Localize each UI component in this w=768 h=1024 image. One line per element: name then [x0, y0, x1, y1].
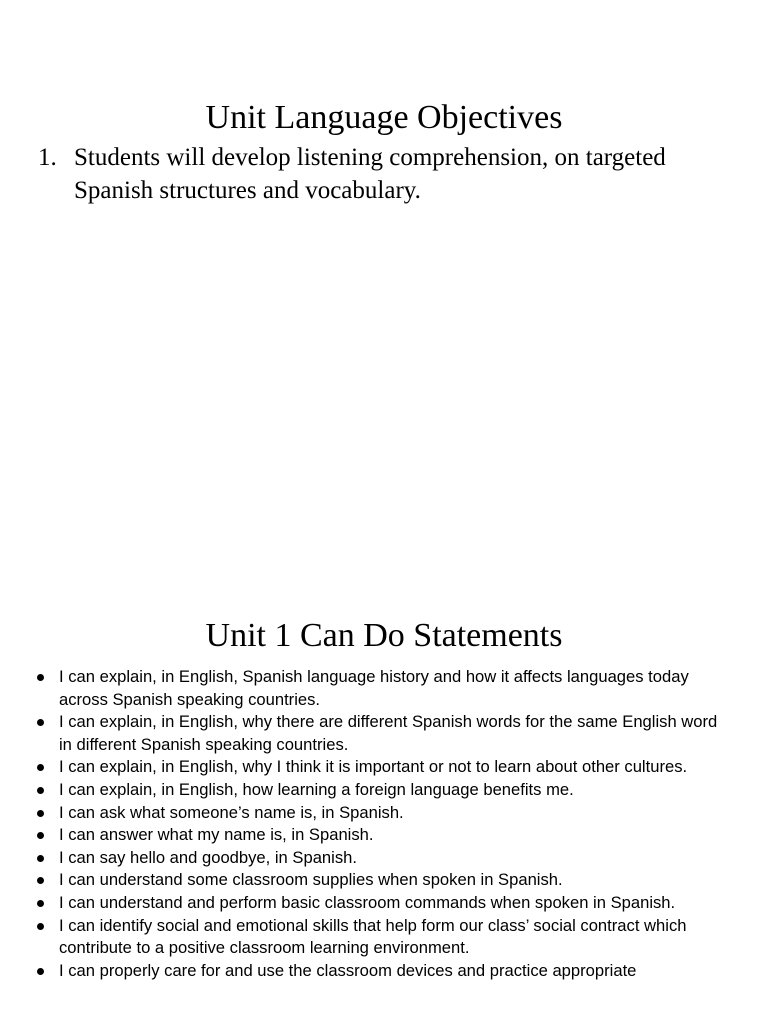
can-do-item	[32, 915, 732, 960]
can-do-item	[32, 824, 732, 847]
can-do-text: I can explain, in English, why there are different Spanish words for the same English word in different Spanish speaking countries.	[59, 712, 718, 754]
objectives-title: Unit Language Objectives	[205, 99, 563, 136]
bullet-icon	[37, 719, 44, 726]
bullet-icon	[37, 877, 44, 884]
can-do-text: I can answer what my name is, in Spanish.	[59, 825, 374, 845]
can-do-text: I can identify social and emotional skills that help form our class’ social contract which contribute to a positive classroom learning environment.	[59, 915, 687, 958]
can-do-text: I can properly care for and use the classroom devices and practice appropriate	[59, 960, 637, 980]
bullet-icon	[37, 900, 44, 907]
can-do-text: I can say hello and goodbye, in Spanish.	[59, 847, 357, 867]
can-do-item	[32, 847, 732, 870]
can-do-item	[32, 756, 732, 779]
can-do-text: I can ask what someone’s name is, in Spanish.	[59, 802, 404, 822]
bullet-icon	[37, 764, 44, 771]
can-do-list	[32, 666, 732, 982]
can-do-item	[32, 711, 732, 756]
objective-item	[38, 141, 678, 207]
bullet-icon	[37, 855, 44, 862]
objectives-list	[38, 141, 678, 207]
can-do-item	[32, 666, 732, 711]
can-do-item	[32, 960, 732, 983]
bullet-icon	[37, 968, 44, 975]
bullet-icon	[37, 674, 44, 681]
can-do-item	[32, 869, 732, 892]
bullet-icon	[37, 832, 44, 839]
can-do-item	[32, 779, 732, 802]
can-do-text: I can explain, in English, Spanish language history and how it affects languages today across Spanish speaking countries.	[59, 667, 689, 709]
can-do-text: I can understand and perform basic classroom commands when spoken in Spanish.	[59, 892, 676, 912]
objective-text: Students will develop listening comprehension, on targeted Spanish structures and vocabulary.	[74, 144, 666, 204]
bullet-icon	[37, 810, 44, 817]
can-do-item	[32, 802, 732, 825]
can-do-text: I can explain, in English, how learning a foreign language benefits me.	[59, 779, 574, 799]
bullet-icon	[37, 787, 44, 794]
can-do-text: I can explain, in English, why I think it is important or not to learn about other cultures.	[59, 757, 688, 777]
can-do-text: I can understand some classroom supplies when spoken in Spanish.	[59, 870, 563, 890]
can-do-title: Unit 1 Can Do Statements	[205, 617, 563, 654]
bullet-icon	[37, 923, 44, 930]
can-do-item	[32, 892, 732, 915]
objective-number: 1.	[38, 144, 57, 171]
